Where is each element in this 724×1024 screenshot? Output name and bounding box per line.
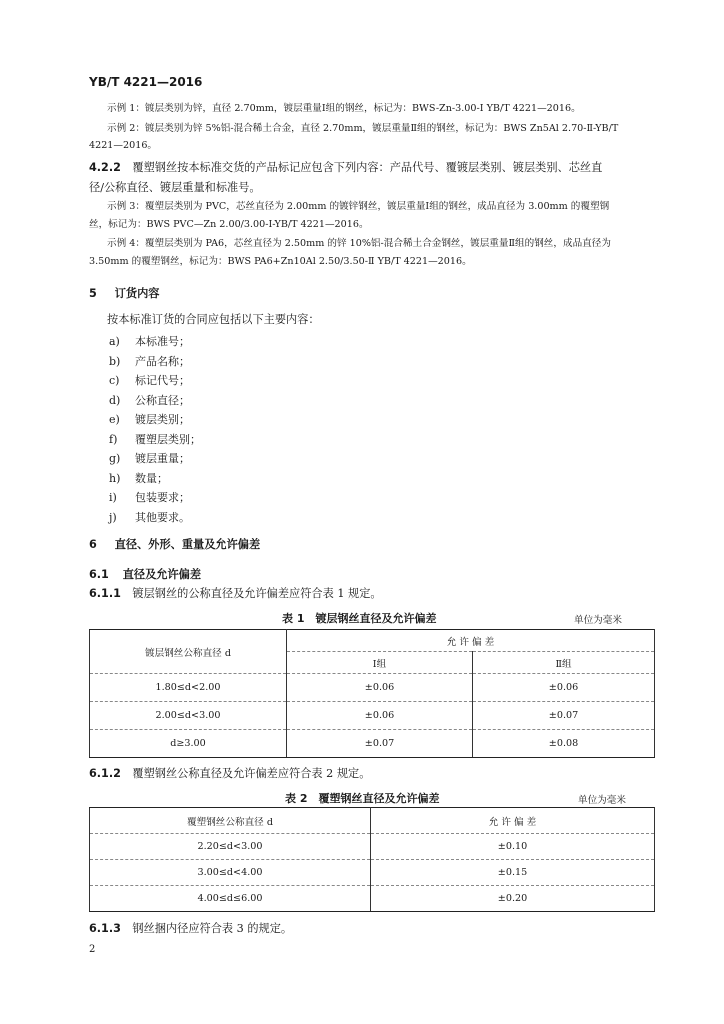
list-item-text: 镀层类别；: [135, 413, 190, 426]
table-1-unit: 单位为毫米: [574, 615, 622, 626]
table-row: [90, 834, 655, 860]
table-row: [90, 702, 655, 730]
example-3-line-1: 示例 3：覆塑层类别为 PVC，芯丝直径为 2.00mm 的镀锌钢丝，镀层重量Ⅰ组的钢丝，成品直径为 3.00mm 的覆塑钢: [107, 201, 610, 212]
list-item-label: d): [109, 393, 121, 407]
section-6-1-3: [89, 919, 292, 939]
section-4-2-2-line-2: 径/公称直径、镀层重量和标准号。: [89, 181, 261, 194]
example-2-line-1: 示例 2：镀层类别为锌 5%铝-混合稀土合金，直径 2.70mm，镀层重量Ⅱ组的钢丝，标记为：BWS Zn5Al 2.70-Ⅱ-YB/T: [107, 123, 619, 134]
section-number: 6.1.3: [89, 922, 121, 935]
section-number: 4.2.2: [89, 161, 121, 174]
table-cell: d≥3.00: [90, 730, 287, 758]
table-cell: 3.00≤d<4.00: [90, 860, 371, 886]
section-number: 6: [89, 538, 97, 551]
section-text: 钢丝捆内径应符合表 3 的规定。: [132, 922, 293, 935]
table-cell: 2.00≤d<3.00: [90, 702, 287, 730]
table-cell: ±0.10: [371, 834, 655, 860]
table-cell: ±0.06: [287, 702, 473, 730]
section-text: 覆塑钢丝按本标准交货的产品标记应包含下列内容：产品代号、覆镀层类别、镀层类别、芯丝直: [132, 161, 603, 174]
list-item-text: 包装要求；: [135, 491, 190, 504]
section-4-2-2-line-1: [89, 158, 602, 178]
table-cell: ±0.20: [371, 886, 655, 912]
order-list-item: [109, 372, 190, 388]
table-1-tolerance-header: 允 许 偏 差: [287, 630, 655, 652]
document-header: YB/T 4221—2016: [89, 75, 203, 89]
table-2-caption: 表 2 覆塑钢丝直径及允许偏差: [285, 792, 440, 805]
order-list-item: [109, 392, 190, 408]
order-list-item: [109, 489, 190, 505]
list-item-text: 标记代号；: [135, 374, 190, 387]
section-6-heading: [89, 536, 260, 552]
table-row: [90, 730, 655, 758]
section-text: 覆塑钢丝公称直径及允许偏差应符合表 2 规定。: [132, 767, 371, 780]
table-cell: ±0.06: [473, 674, 655, 702]
table-cell: 2.20≤d<3.00: [90, 834, 371, 860]
list-item-text: 其他要求。: [135, 510, 190, 524]
table-cell: 4.00≤d≤6.00: [90, 886, 371, 912]
list-item-text: 数量；: [135, 471, 168, 485]
list-item-label: j): [109, 510, 117, 524]
table-1: [89, 629, 655, 758]
section-6-1-1: [89, 584, 382, 604]
table-2-col-header: 覆塑钢丝公称直径 d: [90, 808, 371, 834]
page-number: 2: [89, 944, 96, 955]
section-text: 镀层钢丝的公称直径及允许偏差应符合表 1 规定。: [132, 587, 382, 600]
table-cell: ±0.07: [287, 730, 473, 758]
table-2: [89, 807, 655, 912]
section-5-intro: 按本标准订货的合同应包括以下主要内容：: [107, 313, 320, 326]
table-1-group-1-header: Ⅰ组: [287, 652, 473, 674]
list-item-label: b): [109, 354, 121, 368]
example-4-line-1: 示例 4：覆塑层类别为 PA6，芯丝直径为 2.50mm 的锌 10%铝-混合稀土合金钢丝，镀层重量Ⅱ组的钢丝，成品直径为: [107, 238, 611, 249]
example-2-line-2: 4221—2016。: [89, 140, 158, 151]
list-item-label: e): [109, 413, 120, 426]
table-1-col-header: 镀层钢丝公称直径 d: [90, 630, 287, 674]
list-item-label: f): [109, 432, 118, 446]
table-cell: ±0.15: [371, 860, 655, 886]
section-6-1-heading: [89, 566, 201, 582]
list-item-text: 镀层重量；: [135, 452, 190, 465]
section-title: 直径及允许偏差: [122, 568, 202, 581]
table-cell: ±0.06: [287, 674, 473, 702]
order-list-item: [109, 431, 201, 447]
order-list-item: [109, 470, 168, 486]
example-4-line-2: 3.50mm 的覆塑钢丝，标记为：BWS PA6+Zn10Al 2.50/3.50-Ⅱ YB/T 4221—2016。: [89, 256, 472, 267]
section-6-1-2: [89, 764, 370, 784]
section-title: 订货内容: [114, 287, 160, 300]
table-2-tolerance-header: 允 许 偏 差: [371, 808, 655, 834]
table-row: [90, 860, 655, 886]
section-number: 6.1: [89, 568, 109, 581]
list-item-label: g): [109, 452, 121, 465]
table-cell: 1.80≤d<2.00: [90, 674, 287, 702]
table-2-unit: 单位为毫米: [578, 795, 626, 806]
list-item-label: h): [109, 471, 121, 485]
example-1: 示例 1：镀层类别为锌，直径 2.70mm，镀层重量Ⅰ组的钢丝，标记为：BWS-Zn-3.00-Ⅰ YB/T 4221—2016。: [107, 103, 581, 114]
table-cell: ±0.07: [473, 702, 655, 730]
list-item-label: i): [109, 491, 117, 504]
order-list-item: [109, 450, 190, 466]
example-3-line-2: 丝，标记为：BWS PVC—Zn 2.00/3.00-Ⅰ-YB/T 4221—2016。: [89, 219, 369, 230]
order-list-item: [109, 509, 190, 525]
list-item-label: c): [109, 374, 120, 387]
section-number: 5: [89, 287, 97, 300]
list-item-text: 本标准号；: [135, 335, 190, 348]
table-row: [90, 674, 655, 702]
order-list-item: [109, 353, 190, 369]
table-row: [90, 886, 655, 912]
section-number: 6.1.1: [89, 587, 121, 600]
list-item-text: 公称直径；: [135, 393, 190, 407]
section-title: 直径、外形、重量及允许偏差: [114, 538, 261, 551]
list-item-text: 覆塑层类别；: [135, 432, 201, 446]
section-5-heading: [89, 285, 159, 301]
list-item-label: a): [109, 335, 120, 348]
order-list-item: [109, 411, 190, 427]
list-item-text: 产品名称；: [135, 354, 190, 368]
order-list-item: [109, 333, 190, 349]
table-cell: ±0.08: [473, 730, 655, 758]
table-1-caption: 表 1 镀层钢丝直径及允许偏差: [282, 612, 437, 625]
table-1-group-2-header: Ⅱ组: [473, 652, 655, 674]
section-number: 6.1.2: [89, 767, 121, 780]
